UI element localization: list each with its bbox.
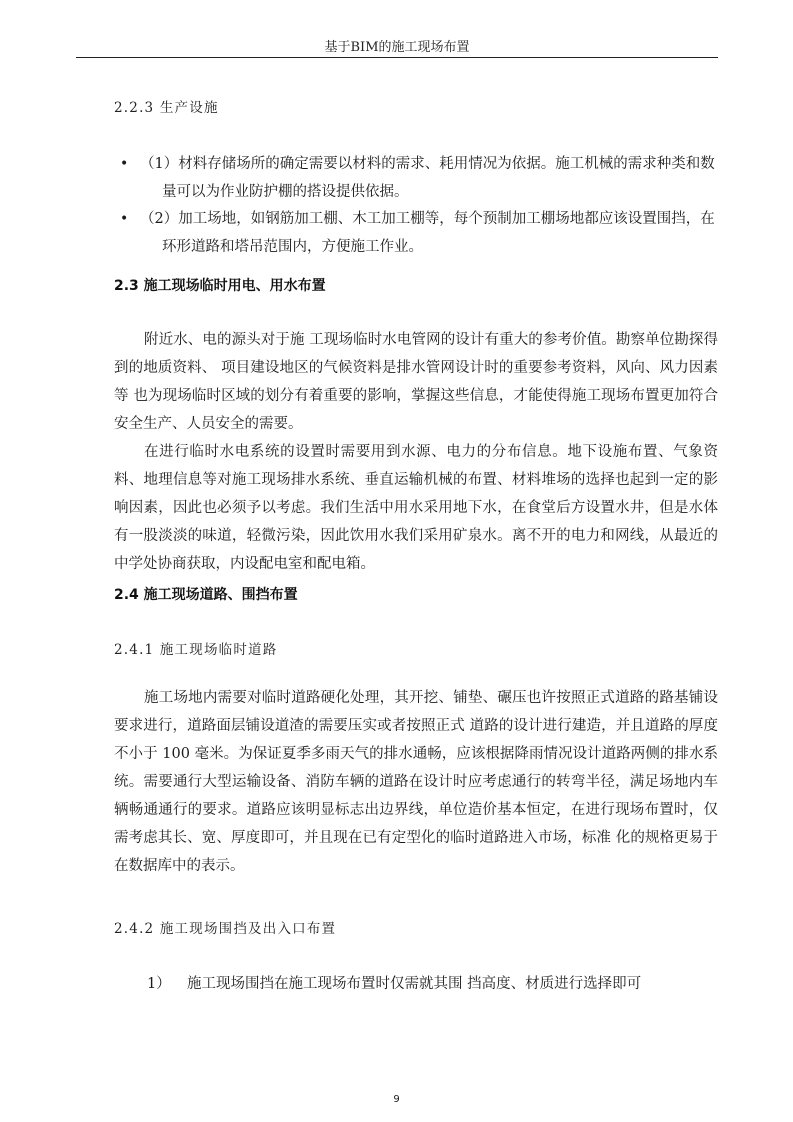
running-header: 基于BIM的施工现场布置	[324, 40, 470, 55]
page-number: 9	[393, 1094, 400, 1105]
header-rule	[76, 57, 718, 58]
list-item	[120, 150, 720, 206]
heading-2-3: 2.3 施工现场临时用电、用水布置	[114, 278, 326, 294]
numbered-item	[147, 970, 717, 998]
bullet-icon: •	[120, 156, 129, 172]
heading-2-4: 2.4 施工现场道路、围挡布置	[114, 587, 298, 603]
heading-2-4-1: 2.4.1 施工现场临时道路	[114, 642, 278, 658]
bullet-icon: •	[120, 211, 129, 227]
list-item	[120, 205, 720, 261]
item-text: 施工现场围挡在施工现场布置时仅需就其围 挡高度、材质进行选择即可	[187, 976, 642, 992]
paragraph: 附近水、电的源头对于施 工现场临时水电管网的设计有重大的参考价值。勘察单位勘探得到的地质资料、 项目建设地区的气候资料是排水管网设计时的重要参考资料，风向、风力因素等 也为现场临时区域的划分有着重要的影响，掌握这些信息，才能使得施工现场布置更加符合安全生产、人员安全的需要。	[114, 332, 718, 432]
heading-2-4-2: 2.4.2 施工现场围挡及出入口布置	[114, 921, 337, 937]
section-2-3-body	[114, 326, 718, 578]
heading-2-2-3: 2.2.3 生产设施	[114, 100, 219, 116]
list-item-text: （2）加工场地，如钢筋加工棚、木工加工棚等，每个预制加工棚场地都应该设置围挡，在环形道路和塔吊范围内，方便施工作业。	[140, 211, 715, 255]
section-2-4-1-body	[114, 684, 718, 880]
list-item-text: （1）材料存储场所的确定需要以材料的需求、耗用情况为依据。施工机械的需求种类和数 量可以为作业防护棚的搭设提供依据。	[140, 156, 715, 200]
paragraph: 施工场地内需要对临时道路硬化处理，其开挖、铺垫、碾压也许按照正式道路的路基铺设要求进行，道路面层铺设道渣的需要压实或者按照正式 道路的设计进行建造，并且道路的厚度不小于 100 毫米。为保证夏季多雨天气的排水通畅，应该根据降雨情况设计道路两侧的排水系统。需要通行大型运输设备、消防车辆的道路在设计时应考虑通行的转弯半径，满足场地内车辆畅通通行的要求。道路应该明显标志出边界线，单位造价基本恒定，在进行现场布置时，仅需考虑其长、宽、厚度即可，并且现在已有定型化的临时道路进入市场，标准 化的规格更易于在数据库中的表示。	[114, 690, 718, 874]
item-number: 1）	[147, 976, 171, 992]
paragraph: 在进行临时水电系统的设置时需要用到水源、电力的分布信息。地下设施布置、气象资料、地理信息等对施工现场排水系统、垂直运输机械的布置、材料堆场的选择也起到一定的影响因素，因此也必须予以考虑。我们生活中用水采用地下水，在食堂后方设置水井，但是水体有一股淡淡的味道，轻微污染，因此饮用水我们采用矿泉水。离不开的电力和网线，从最近的中学处协商获取，内设配电室和配电箱。	[114, 444, 718, 572]
